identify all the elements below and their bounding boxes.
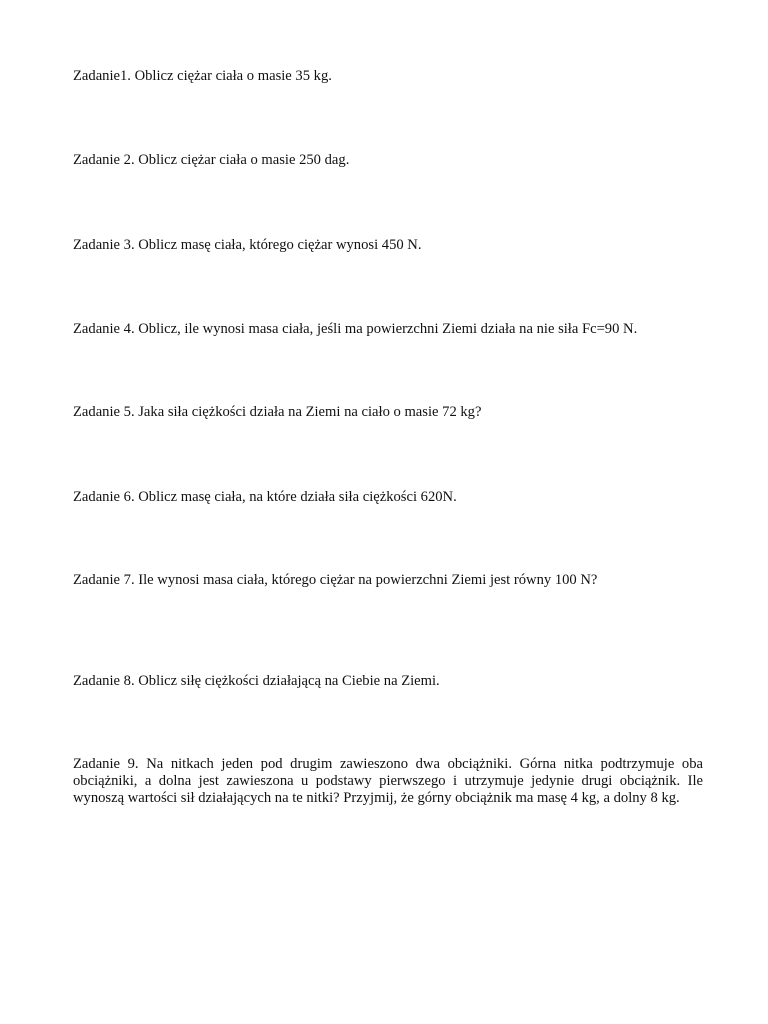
task-2: Zadanie 2. Oblicz ciężar ciała o masie 250 dag. — [73, 152, 350, 168]
task-6: Zadanie 6. Oblicz masę ciała, na które działa siła ciężkości 620N. — [73, 489, 457, 505]
task-4: Zadanie 4. Oblicz, ile wynosi masa ciała, jeśli ma powierzchni Ziemi działa na nie siła Fc=90 N. — [73, 321, 638, 337]
task-9: Zadanie 9. Na nitkach jeden pod drugim zawieszono dwa obciążniki. Górna nitka podtrzymuje oba obciążniki, a dolna jest zawieszona u podstawy pierwszego i utrzymuje jedynie drugi obciążnik. Ile wynoszą wartości sił działających na te nitki? Przyjmij, że górny obciążnik ma masę 4 kg, a dolny 8 kg. — [73, 756, 703, 806]
task-8: Zadanie 8. Oblicz siłę ciężkości działającą na Ciebie na Ziemi. — [73, 673, 440, 689]
task-3: Zadanie 3. Oblicz masę ciała, którego ciężar wynosi 450 N. — [73, 237, 422, 253]
task-7: Zadanie 7. Ile wynosi masa ciała, którego ciężar na powierzchni Ziemi jest równy 100 N? — [73, 572, 598, 588]
task-5: Zadanie 5. Jaka siła ciężkości działa na Ziemi na ciało o masie 72 kg? — [73, 404, 482, 420]
task-1: Zadanie1. Oblicz ciężar ciała o masie 35 kg. — [73, 68, 332, 84]
